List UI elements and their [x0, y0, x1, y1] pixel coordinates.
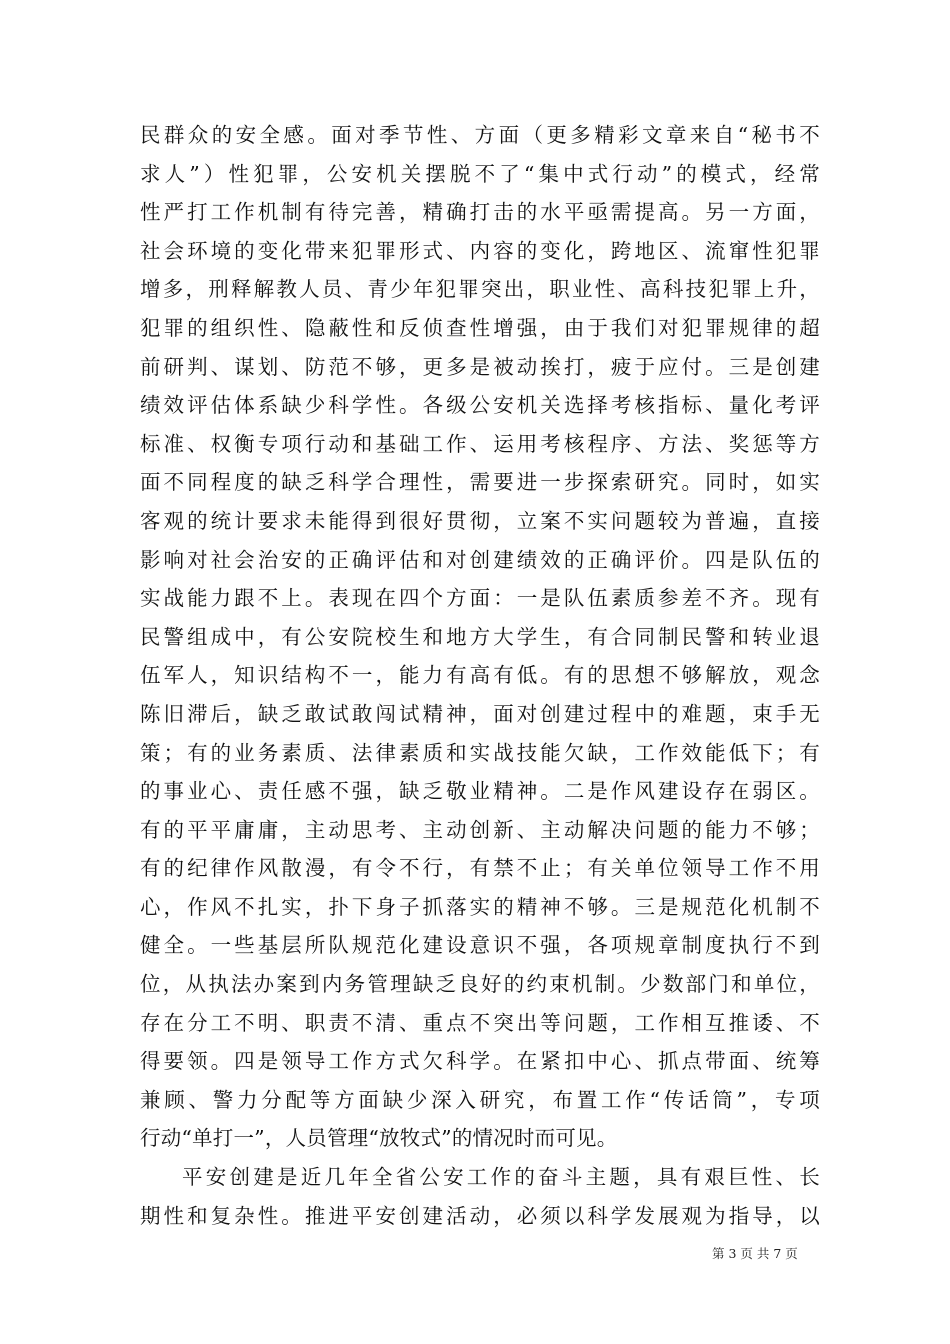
text-line: 心，作风不扎实，扑下身子抓落实的精神不够。三是规范化机制不: [140, 894, 820, 919]
text-line: 健全。一些基层所队规范化建设意识不强，各项规章制度执行不到: [140, 933, 820, 958]
text-line: 实战能力跟不上。表现在四个方面：一是队伍素质参差不齐。现有: [140, 586, 820, 611]
text-line: 行动“单打一”，人员管理“放牧式”的情况时而可见。: [140, 1126, 618, 1151]
text-line: 影响对社会治安的正确评估和对创建绩效的正确评价。四是队伍的: [140, 547, 820, 572]
text-line: 民群众的安全感。面对季节性、方面（更多精彩文章来自“秘书不: [140, 123, 820, 147]
text-line: 陈旧滞后，缺乏敢试敢闯试精神，面对创建过程中的难题，束手无: [140, 701, 820, 726]
text-line: 得要领。四是领导工作方式欠科学。在紧扣中心、抓点带面、统筹: [140, 1049, 820, 1074]
text-line: 兼顾、警力分配等方面缺少深入研究，布置工作“传话筒”，专项: [140, 1087, 820, 1112]
paragraph-first-line: 平安创建是近几年全省公安工作的奋斗主题，具有艰巨性、长: [182, 1165, 820, 1190]
body-text: [140, 116, 820, 1235]
text-line: 性严打工作机制有待完善，精确打击的水平亟需提高。另一方面，: [140, 200, 820, 225]
text-line: 犯罪的组织性、隐蔽性和反侦查性增强，由于我们对犯罪规律的超: [140, 315, 820, 340]
text-line: 增多，刑释解教人员、青少年犯罪突出，职业性、高科技犯罪上升，: [140, 277, 820, 302]
text-line: 的事业心、责任感不强，缺乏敬业精神。二是作风建设存在弱区。: [140, 779, 820, 804]
text-line: 前研判、谋划、防范不够，更多是被动挨打，疲于应付。三是创建: [140, 354, 820, 379]
text-line: 绩效评估体系缺少科学性。各级公安机关选择考核指标、量化考评: [140, 393, 820, 418]
text-line: 期性和复杂性。推进平安创建活动，必须以科学发展观为指导，以: [140, 1203, 820, 1228]
text-line: 伍军人，知识结构不一，能力有高有低。有的思想不够解放，观念: [140, 663, 820, 688]
text-line: 社会环境的变化带来犯罪形式、内容的变化，跨地区、流窜性犯罪: [140, 238, 820, 263]
text-line: 有的纪律作风散漫，有令不行，有禁不止；有关单位领导工作不用: [140, 856, 820, 881]
page-footer: 第 3 页 共 7 页: [712, 1246, 798, 1261]
text-line: 求人”）性犯罪，公安机关摆脱不了“集中式行动”的模式，经常: [140, 161, 820, 186]
text-line: 标准、权衡专项行动和基础工作、运用考核程序、方法、奖惩等方: [140, 431, 820, 456]
text-line: 存在分工不明、职责不清、重点不突出等问题，工作相互推诿、不: [140, 1010, 820, 1035]
text-line: 有的平平庸庸，主动思考、主动创新、主动解决问题的能力不够；: [140, 817, 820, 842]
text-line: 面不同程度的缺乏科学合理性，需要进一步探索研究。同时，如实: [140, 470, 820, 495]
text-line: 客观的统计要求未能得到很好贯彻，立案不实问题较为普遍，直接: [140, 508, 820, 533]
text-line: 策；有的业务素质、法律素质和实战技能欠缺，工作效能低下；有: [140, 740, 820, 765]
text-line: 民警组成中，有公安院校生和地方大学生，有合同制民警和转业退: [140, 624, 820, 649]
text-line: 位，从执法办案到内务管理缺乏良好的约束机制。少数部门和单位，: [140, 972, 820, 997]
